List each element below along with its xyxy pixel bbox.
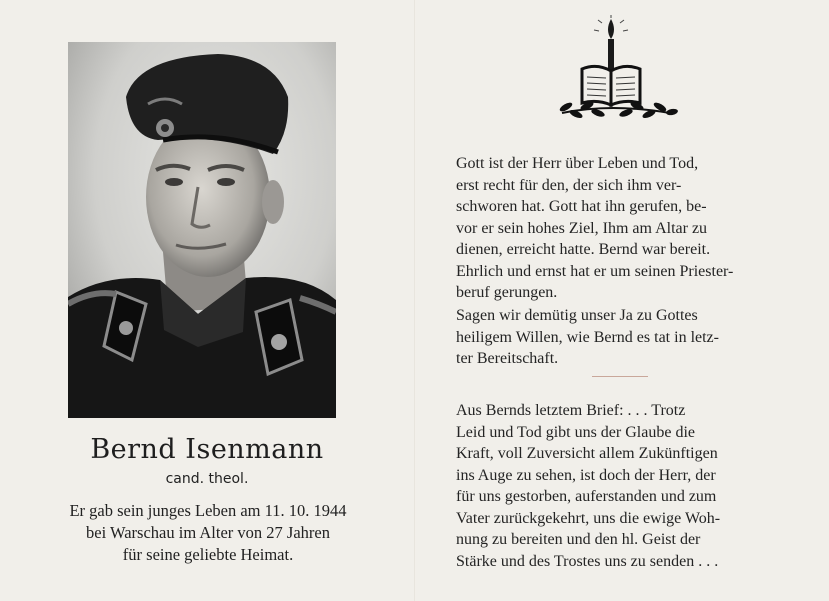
right-panel <box>416 0 829 601</box>
text-line: erst recht für den, der sich ihm ver- <box>456 176 682 194</box>
text-line: vor er sein hohes Ziel, Ihm am Altar zu <box>456 219 708 237</box>
text-line: ter Bereitschaft. <box>456 350 559 367</box>
paragraph-letter <box>456 400 781 572</box>
text-line: Stärke und des Trostes uns zu senden . . . <box>456 552 719 570</box>
death-line: Er gab sein junges Leben am 11. 10. 1944 <box>69 501 347 520</box>
text-line: schworen hat. Gott hat ihn gerufen, be- <box>456 198 707 215</box>
text-line: Sagen wir demütig unser Ja zu Gottes <box>456 307 698 324</box>
text-line: heiligem Willen, wie Bernd es tat in letz- <box>456 328 719 346</box>
text-line: Kraft, voll Zuversicht allem Zukünftigen <box>456 445 718 462</box>
death-line: für seine geliebte Heimat. <box>122 545 294 564</box>
death-notice <box>38 500 378 566</box>
text-line: Leid und Tod gibt uns der Glaube die <box>456 423 695 441</box>
left-panel <box>0 0 414 601</box>
deceased-name: Bernd Isenmann <box>90 434 324 465</box>
text-line: Aus Bernds letztem Brief: . . . Trotz <box>456 402 686 419</box>
paragraph-faith <box>456 153 781 304</box>
text-line: Gott ist der Herr über Leben und Tod, <box>456 155 699 172</box>
text-line: dienen, erreicht hatte. Bernd war bereit. <box>456 241 711 258</box>
text-line: für uns gestorben, auferstanden und zum <box>456 488 717 505</box>
text-line: ins Auge zu sehen, ist doch der Herr, der <box>456 466 716 484</box>
divider <box>592 376 648 377</box>
text-line: Vater zurückgekehrt, uns die ewige Woh- <box>456 509 721 527</box>
text-line: nung zu bereiten und den hl. Geist der <box>456 531 701 548</box>
death-line: bei Warschau im Alter von 27 Jahren <box>86 523 330 542</box>
text-line: Ehrlich und ernst hat er um seinen Priester- <box>456 262 734 280</box>
text-line: beruf gerungen. <box>456 284 558 301</box>
deceased-title: cand. theol. <box>165 471 249 487</box>
paragraph-prayer <box>456 305 781 370</box>
portrait-photo <box>68 42 336 418</box>
candle-open-book-laurel-icon <box>542 15 692 125</box>
